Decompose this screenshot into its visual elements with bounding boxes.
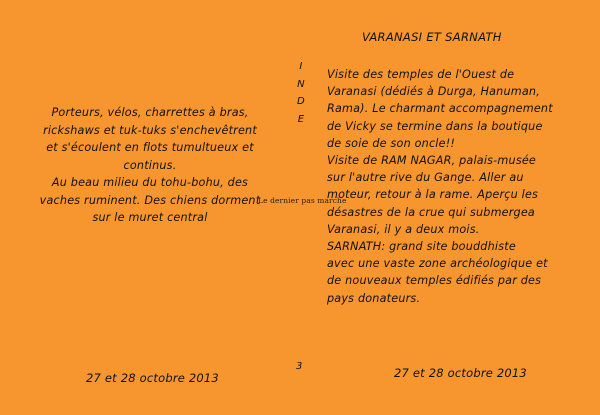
right-line: désastres de la crue qui submergea — [327, 205, 535, 219]
left-line: vaches ruminent. Des chiens dorment — [39, 193, 261, 207]
spine-letter: I — [299, 61, 303, 72]
left-line: sur le muret central — [92, 211, 208, 224]
left-date: 27 et 28 octobre 2013 — [86, 371, 219, 385]
right-date: 27 et 28 octobre 2013 — [394, 366, 527, 380]
right-line: pays donateurs. — [327, 291, 421, 305]
left-line: rickshaws et tuk-tuks s'enchevêtrent — [43, 123, 257, 137]
stamp-text: Le dernier pas marche — [258, 196, 347, 205]
left-line: Au beau milieu du tohu-bohu, des — [51, 176, 249, 189]
left-line: et s'écoulent en flots tumultueux et — [46, 141, 254, 154]
left-paragraph — [22, 104, 278, 227]
page-number: 3 — [296, 361, 303, 372]
right-line: Visite de RAM NAGAR, palais-musée — [327, 154, 537, 168]
right-line: de soie de son oncle!! — [327, 136, 456, 150]
spine-letter: E — [297, 113, 305, 125]
left-line: Porteurs, vélos, charrettes à bras, — [51, 106, 249, 119]
right-line: Rama). Le charmant accompagnement — [327, 102, 553, 116]
right-line: avec une vaste zone archéologique et — [327, 257, 548, 271]
spine-letter: D — [297, 96, 305, 107]
right-line: Varanasi (dédiés à Durga, Hanuman, — [327, 85, 540, 99]
right-line: de Vicky se termine dans la boutique — [327, 119, 543, 133]
right-line: Visite des temples de l'Ouest de — [327, 68, 515, 81]
spine-letter: N — [297, 78, 305, 90]
right-paragraph — [327, 66, 565, 307]
right-line: sur l'autre rive du Gange. Aller au — [327, 171, 524, 185]
left-line: continus. — [123, 158, 177, 172]
right-line: Varanasi, il y a deux mois. — [327, 222, 480, 236]
page-title: VARANASI ET SARNATH — [362, 30, 502, 44]
right-line: SARNATH: grand site bouddhiste — [327, 240, 516, 254]
right-line: moteur, retour à la rame. Aperçu les — [327, 188, 539, 202]
right-line: de nouveaux temples édifiés par des — [327, 274, 542, 288]
